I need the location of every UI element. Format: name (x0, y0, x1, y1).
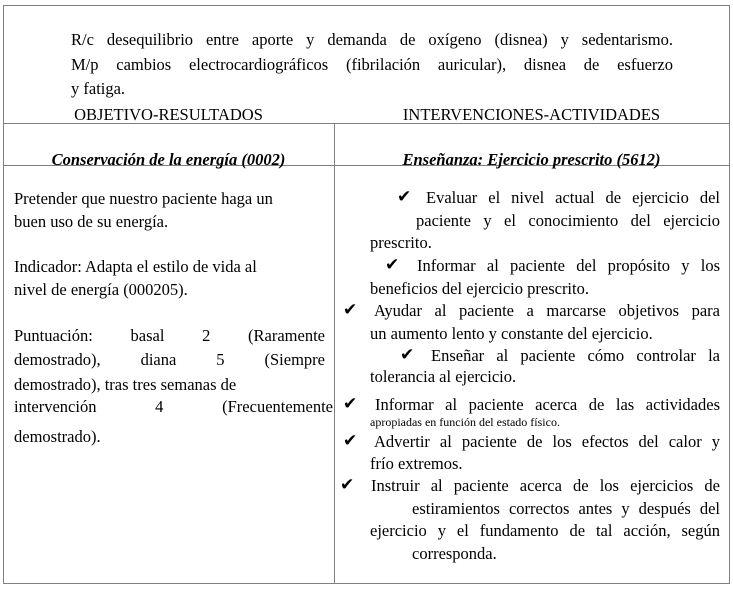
objective-line: intervención 4 (Frecuentemente (14, 397, 333, 416)
intervention-line: frío extremos. (370, 454, 463, 473)
objective-line: Indicador: Adapta el estilo de vida al (14, 257, 257, 276)
checkmark-icon: ✔ (400, 345, 415, 364)
objective-line: demostrado), tras tres semanas de (14, 375, 237, 394)
intervention-line: corresponda. (412, 544, 497, 563)
intro-line: M/p cambios electrocardiográficos (fibrilación auricular), disnea de esfuerzo (71, 55, 673, 74)
intervention-line: un aumento lento y constante del ejercicio. (370, 324, 653, 343)
intervention-line: apropiadas en función del estado físico. (370, 415, 560, 429)
checkmark-icon: ✔ (343, 300, 358, 319)
intervention-line: Advertir al paciente de los efectos del calor y (374, 432, 720, 451)
intervention-line: estiramientos correctos antes y después del (412, 499, 720, 518)
header-intervenciones: INTERVENCIONES-ACTIVIDADES (402, 105, 661, 124)
checkmark-icon: ✔ (343, 431, 358, 450)
objective-line: nivel de energía (000205). (14, 280, 188, 299)
intervention-line: ejercicio y el fundamento de tal acción, según (370, 521, 720, 540)
objective-line: buen uso de su energía. (14, 212, 169, 231)
table-border-bottom (3, 583, 730, 584)
subtitle-objetivo: Conservación de la energía (0002) (51, 150, 286, 169)
intervention-line: Instruir al paciente acerca de los ejercicios de (371, 476, 720, 495)
intervention-line: Ayudar al paciente a marcarse objetivos para (374, 301, 720, 320)
table-border-top (3, 5, 730, 6)
intervention-line: Informar al paciente acerca de las actividades (375, 395, 720, 414)
objective-line: demostrado). (14, 427, 101, 446)
intervention-line: Enseñar al paciente cómo controlar la (431, 346, 720, 365)
intervention-line: beneficios del ejercicio prescrito. (370, 279, 589, 298)
table-border-right (729, 5, 730, 584)
header-objetivo: OBJETIVO-RESULTADOS (74, 105, 263, 124)
intervention-line: prescrito. (370, 233, 432, 252)
intro-line: y fatiga. (71, 79, 126, 98)
objective-line: Puntuación: basal 2 (Raramente (14, 326, 325, 345)
intervention-line: tolerancia al ejercicio. (370, 367, 517, 386)
column-divider (334, 123, 335, 584)
intervention-line: paciente y el conocimiento del ejercicio (416, 211, 720, 230)
checkmark-icon: ✔ (385, 255, 400, 274)
intro-line: R/c desequilibrio entre aporte y demanda de oxígeno (disnea) y sedentarismo. (71, 30, 673, 49)
subtitle-intervencion: Enseñanza: Ejercicio prescrito (5612) (402, 150, 661, 169)
objective-line: demostrado), diana 5 (Siempre (14, 350, 325, 369)
table-border-left (3, 5, 4, 584)
checkmark-icon: ✔ (343, 394, 358, 413)
checkmark-icon: ✔ (397, 187, 412, 206)
checkmark-icon: ✔ (340, 475, 355, 494)
objective-line: Pretender que nuestro paciente haga un (14, 189, 273, 208)
intervention-line: Evaluar el nivel actual de ejercicio del (426, 188, 720, 207)
intervention-line: Informar al paciente del propósito y los (417, 256, 720, 275)
